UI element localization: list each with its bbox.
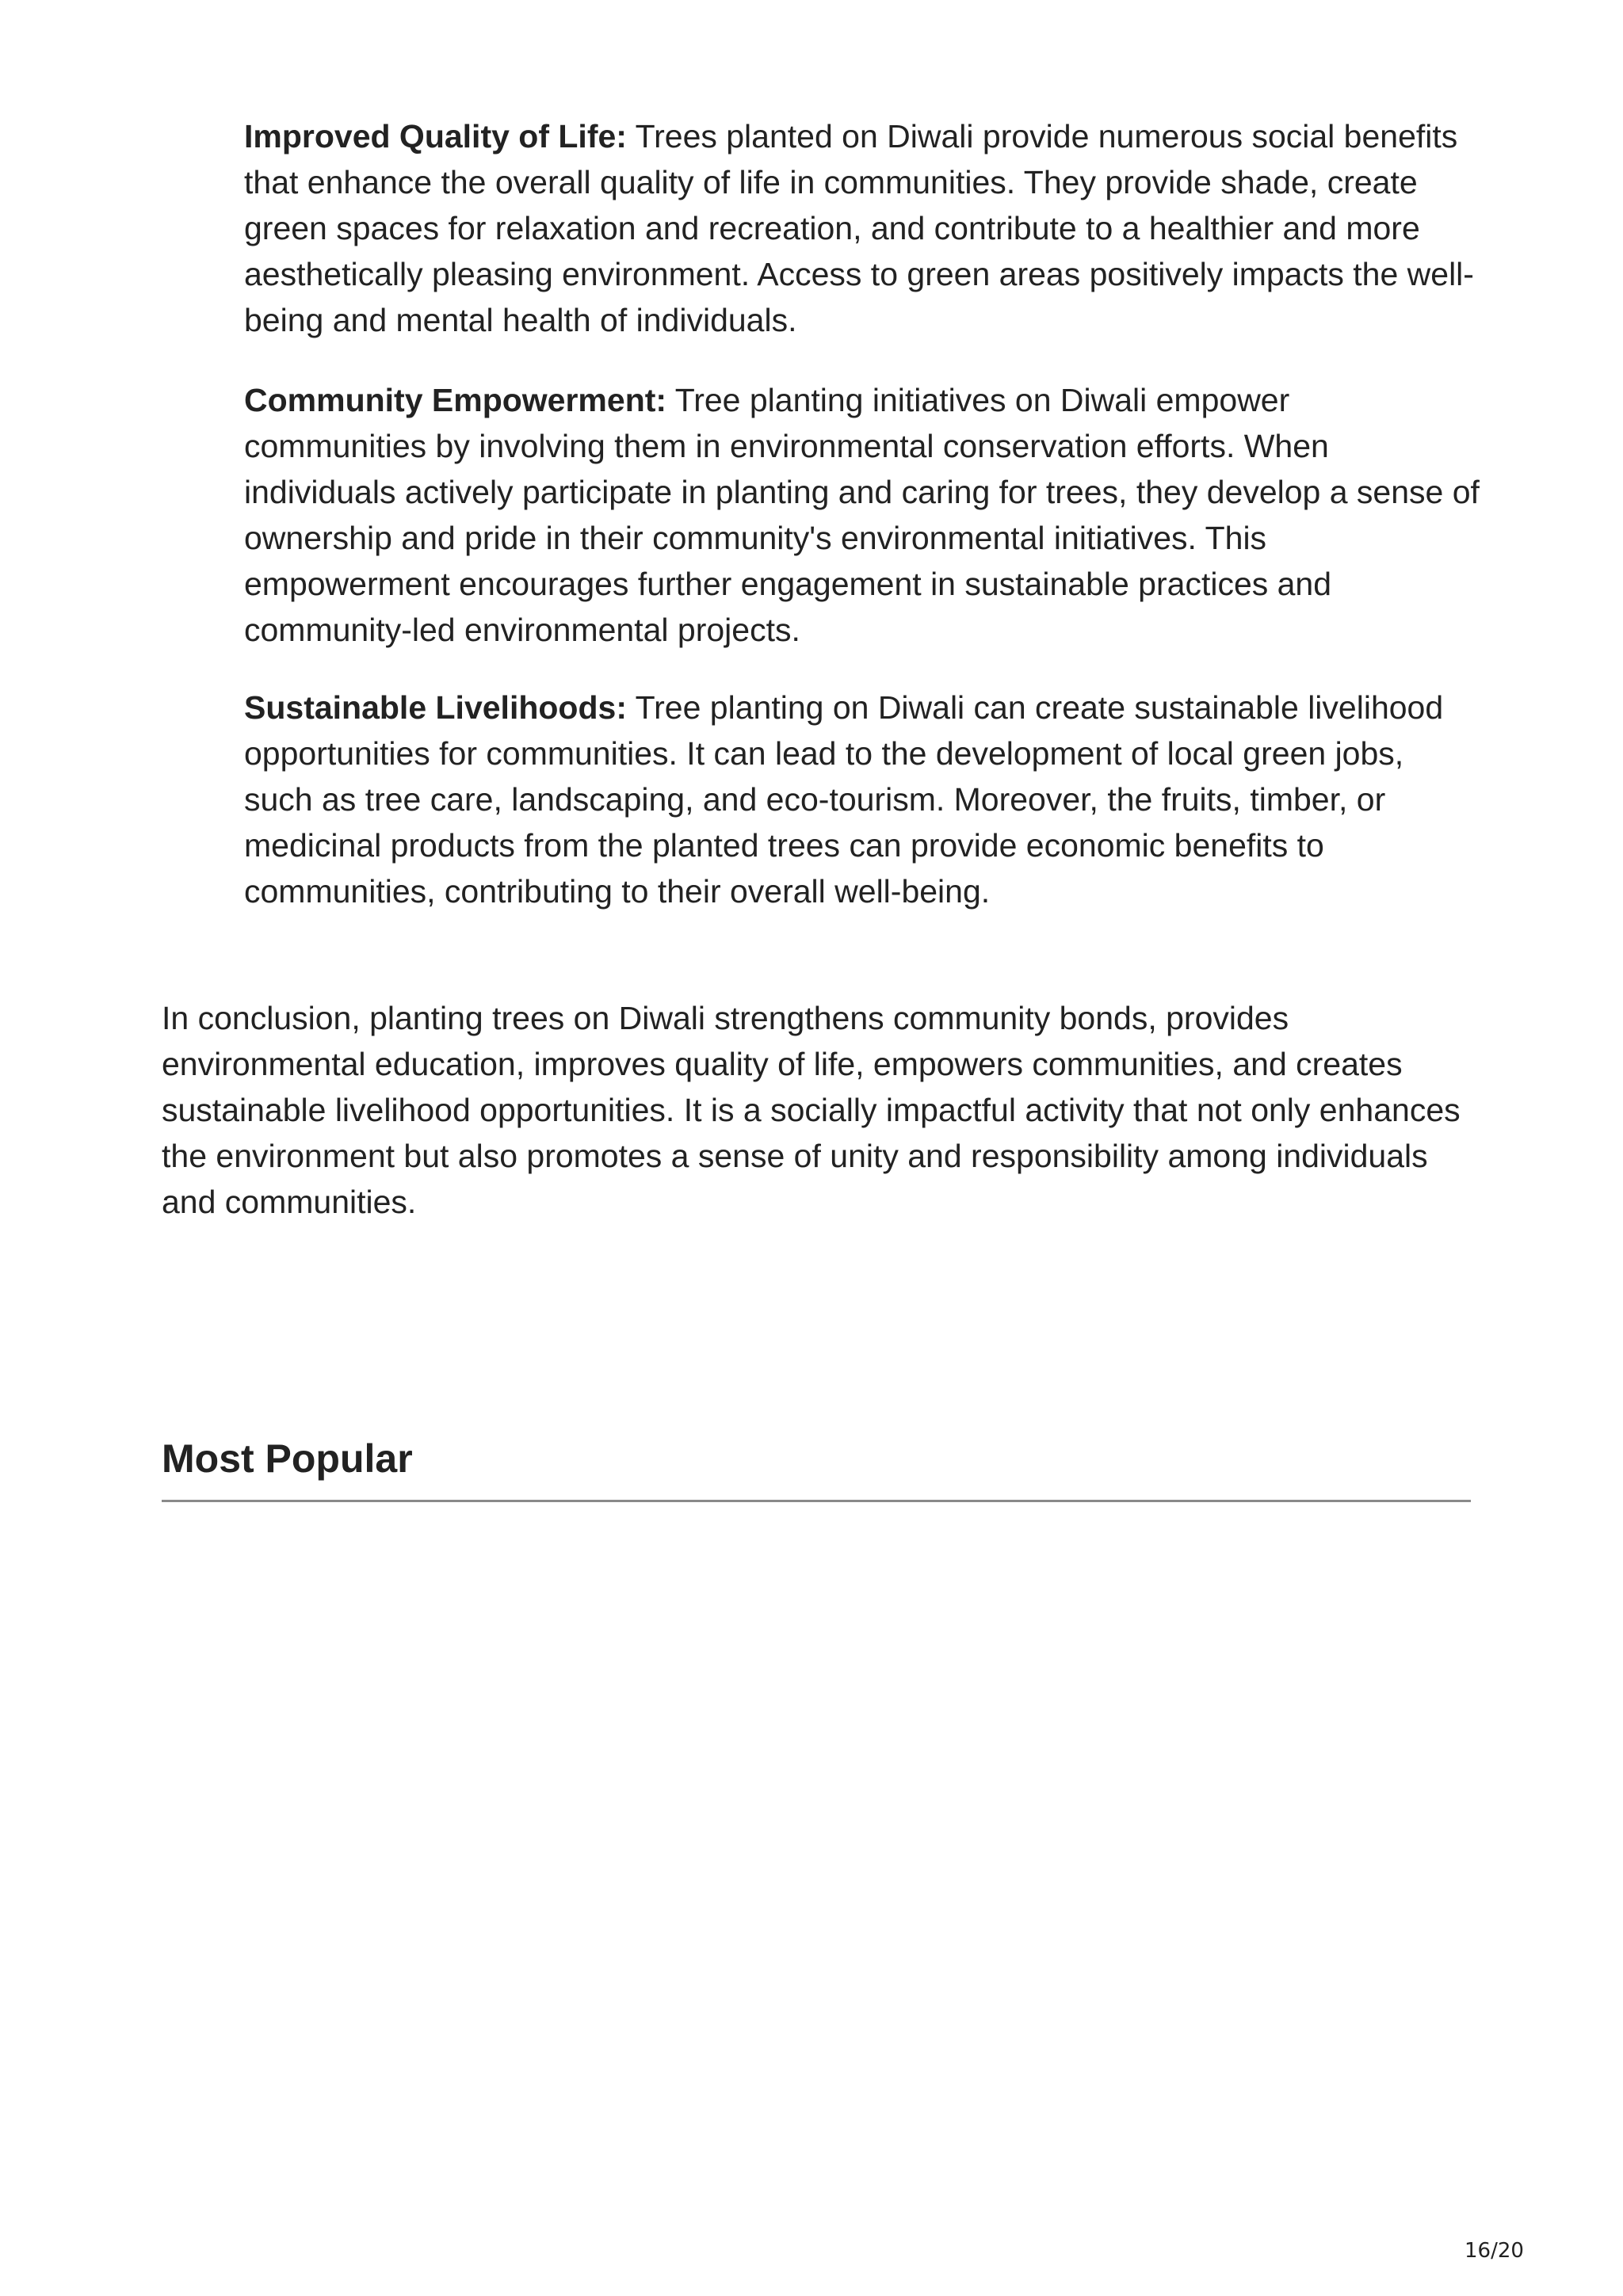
benefit-term: Sustainable Livelihoods: [244,689,627,726]
benefit-paragraph-sustainable-livelihoods [244,685,1480,914]
section-divider [162,1500,1471,1502]
benefit-text: Trees planted on Diwali provide numerous social benefits that enhance the overall quality of life in communities. They provide shade, create green spaces for relaxation and recreation, and contribute to a healthier and more aesthetically pleasing environment. Access to green areas positively impacts the well-being and mental health of individuals. [244,118,1474,338]
benefit-term: Community Empowerment: [244,382,667,418]
benefit-text: Tree planting initiatives on Diwali empower communities by involving them in environmental conservation efforts. When individuals actively participate in planting and caring for trees, they develop a sense of ownership and pride in their community's environmental initiatives. This empowerment encourages further engagement in sustainable practices and community-led environmental projects. [244,382,1480,648]
benefit-paragraph-community-empowerment [244,377,1480,653]
conclusion-paragraph: In conclusion, planting trees on Diwali strengthens community bonds, provides environmental education, improves quality of life, empowers communities, and creates sustainable livelihood opportunities. It is a socially impactful activity that not only enhances the environment but also promotes a sense of unity and responsibility among individuals and communities. [162,1000,1461,1220]
benefit-text: Tree planting on Diwali can create sustainable livelihood opportunities for communities. It can lead to the development of local green jobs, such as tree care, landscaping, and eco-tourism. Moreover, the fruits, timber, or medicinal products from the planted trees can provide economic benefits to communities, contributing to their overall well-being. [244,689,1444,910]
page-number: 16/20 [1465,2239,1524,2263]
benefit-paragraph-quality-of-life [244,113,1480,343]
benefit-term: Improved Quality of Life: [244,118,627,154]
most-popular-heading: Most Popular [162,1436,413,1481]
